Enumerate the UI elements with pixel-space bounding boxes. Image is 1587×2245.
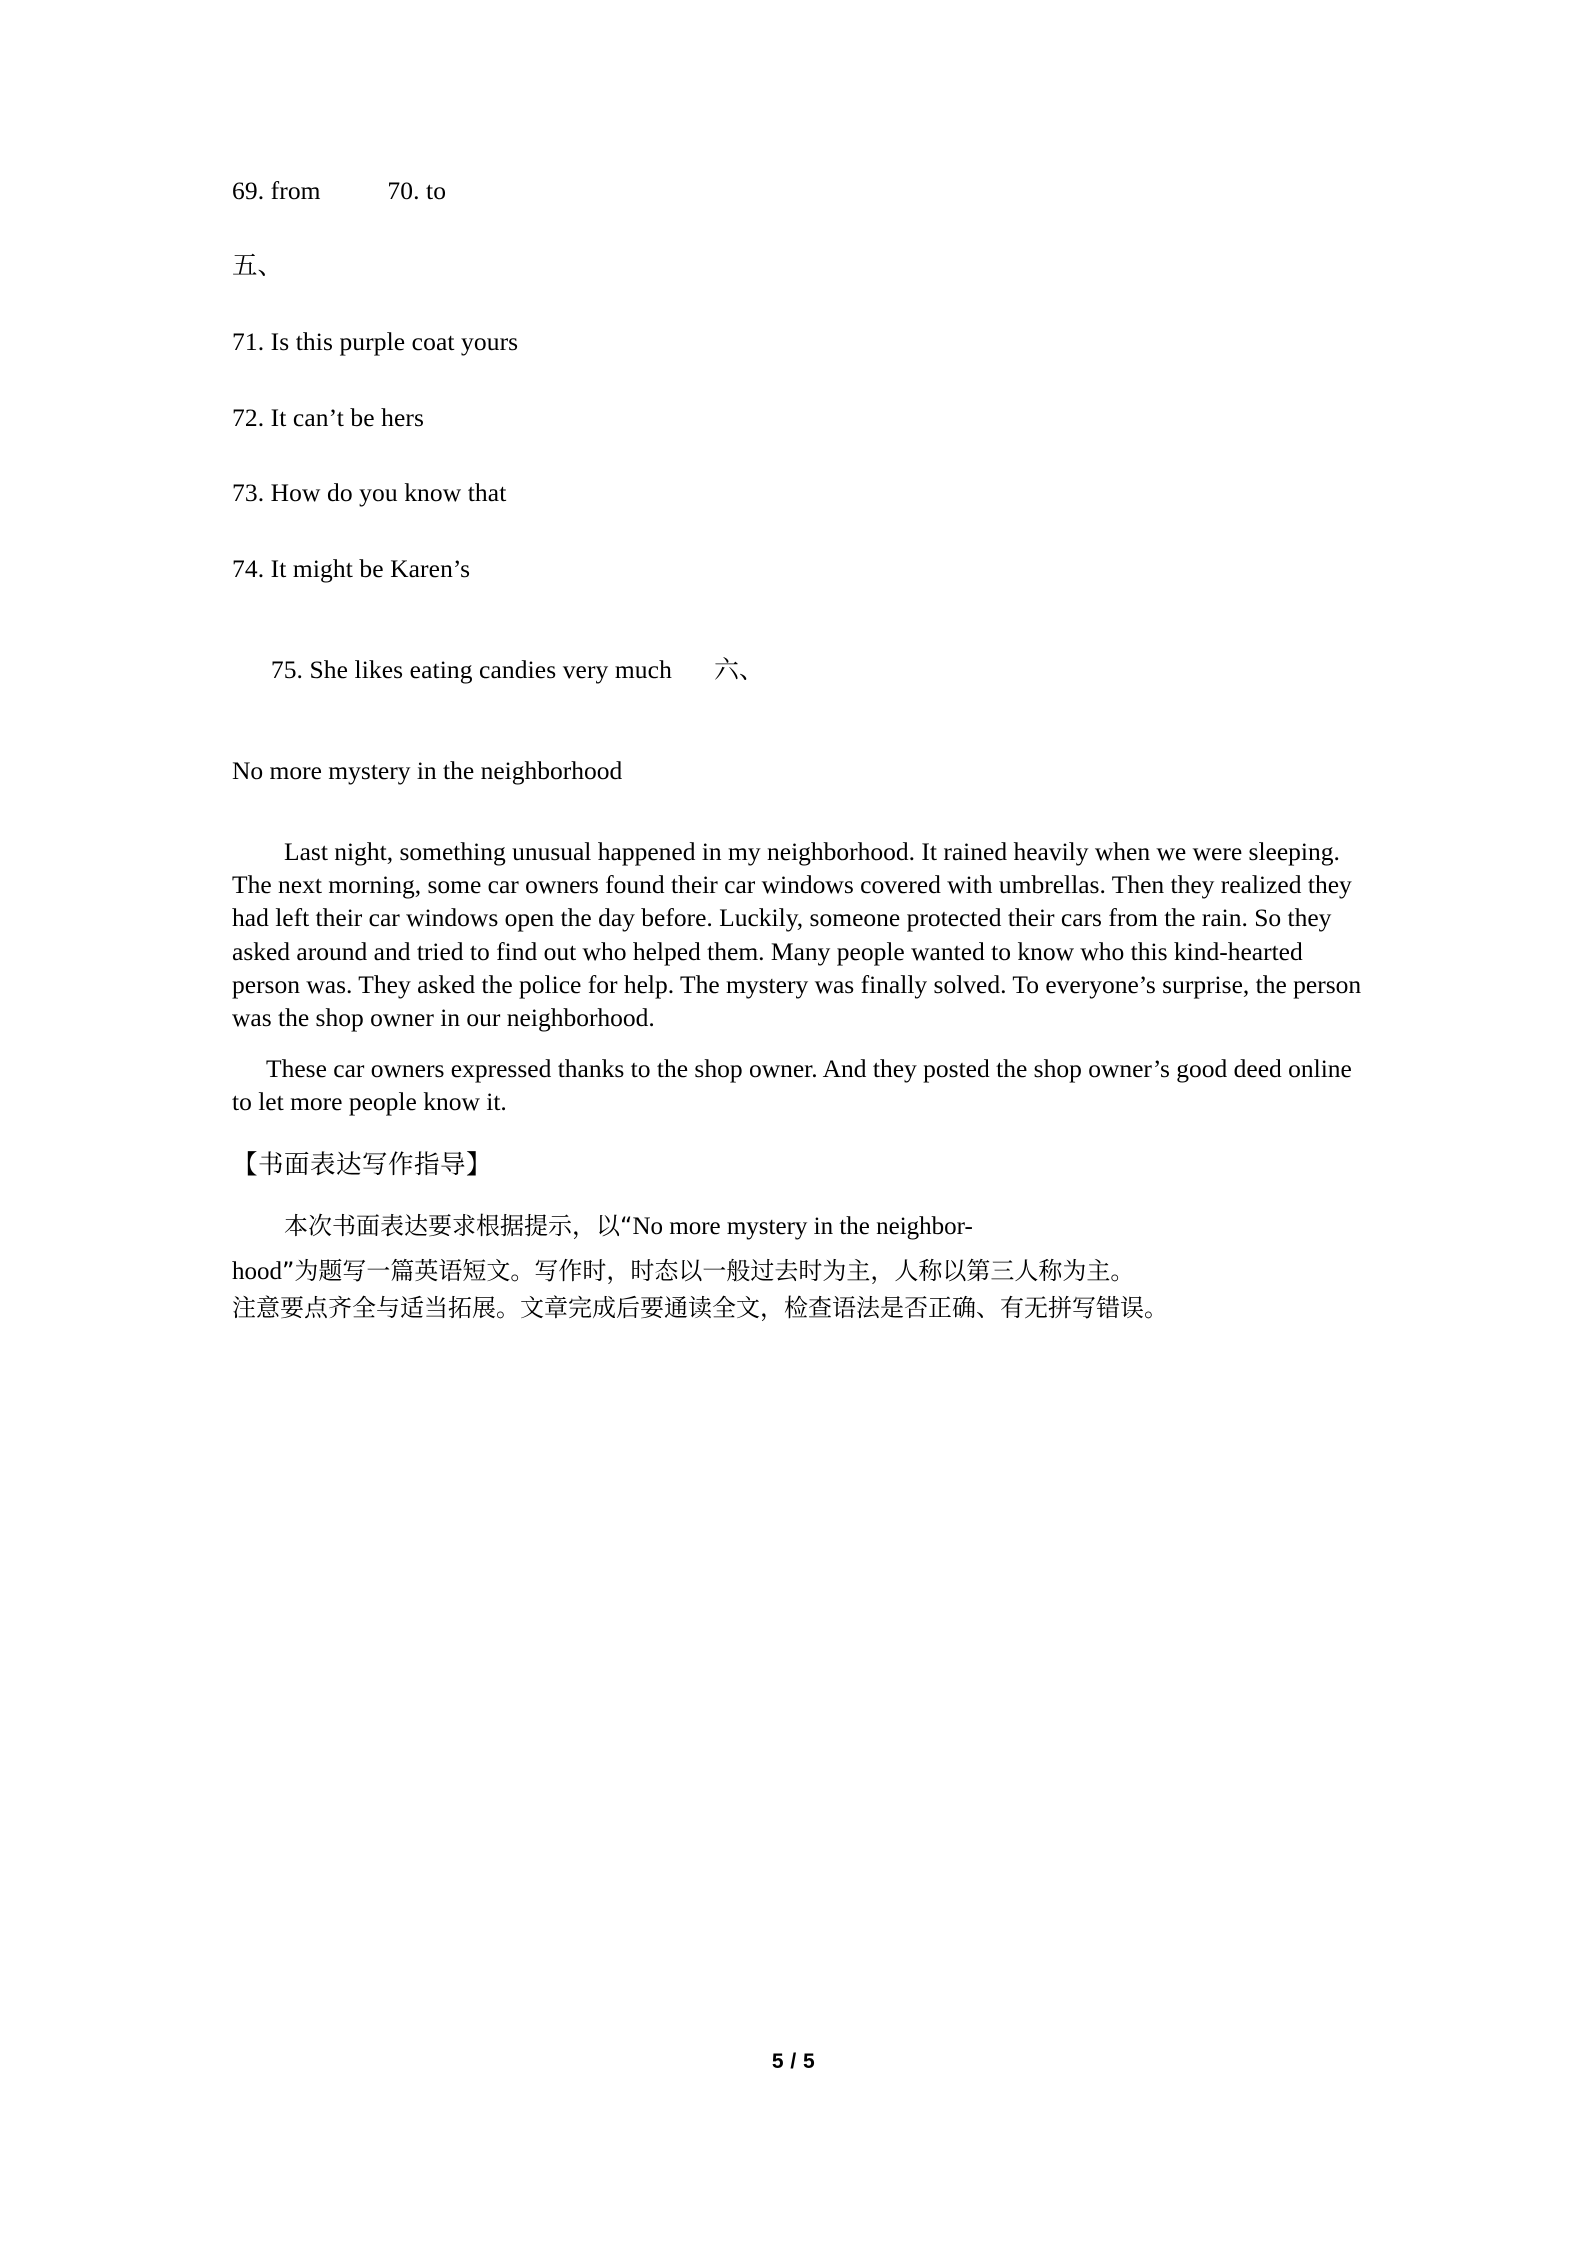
answer-line-69-70: 69. from 70. to [232, 176, 447, 205]
essay-title: No more mystery in the neighborhood [232, 755, 623, 785]
answer-line-72: 72. It can’t be hers [232, 402, 425, 432]
guidance-line-1 [232, 1206, 1364, 1247]
answer-line-71: 71. Is this purple coat yours [232, 327, 519, 356]
answer-line-75 [232, 631, 1364, 708]
essay-paragraph-1: Last night, something unusual happened in my neighborhood. It rained heavily when we were sleeping. The next morning, some car owners found their car windows covered with umbrellas. Then they realized they had left their car windows open the day before. Luckily, someone protected their cars from the rain. So they asked around and tried to find out who helped them. Many people wanted to know who this kind-hearted person was. They asked the police for help. The mystery was finally solved. To everyone’s surprise, the person was the shop owner in our neighborhood. [232, 837, 1362, 1033]
guidance-line-2 [232, 1253, 1364, 1290]
section-marker-five: 五、 [232, 250, 284, 281]
page-number-footer: 5 / 5 [771, 2050, 816, 2073]
guidance-line-1-en: No more mystery in the neighbor- [632, 1213, 973, 1241]
answer-line-75-text: 75. She likes eating candies very much [270, 654, 672, 684]
page-content [232, 178, 1364, 1326]
answer-line-74: 74. It might be Karen’s [232, 553, 471, 583]
answer-line-73: 73. How do you know that [232, 478, 507, 507]
section-marker-six: 六、 [713, 654, 765, 684]
essay-paragraph-2: These car owners expressed thanks to the shop owner. And they posted the shop owner’s good deed online to let more people know it. [232, 1054, 1352, 1117]
guidance-line-2-cn: ”为题写一篇英语短文。写作时，时态以一般过去时为主，人称以第三人称为主。 [282, 1257, 1135, 1286]
guidance-heading: 【书面表达写作指导】 [232, 1149, 493, 1180]
guidance-line-1-cn: 本次书面表达要求根据提示，以“ [284, 1212, 633, 1241]
guidance-line-3: 注意要点齐全与适当拓展。文章完成后要通读全文，检查语法是否正确、有无拼写错误。 [232, 1294, 1168, 1323]
guidance-line-2-en: hood [232, 1258, 282, 1286]
